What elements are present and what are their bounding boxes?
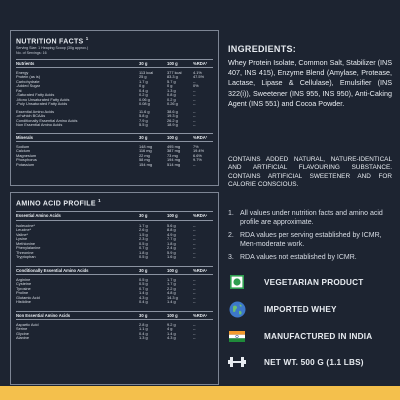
table-cell: Essential Amino Acids	[16, 109, 55, 114]
table-cell: 5.8 g	[139, 113, 148, 119]
table-cell: 1.7 g	[139, 222, 148, 228]
table-row	[16, 336, 213, 341]
table-cell: --	[193, 299, 196, 305]
nutrition-facts-panel	[10, 30, 219, 186]
table-cell: 0.5 g	[139, 281, 148, 287]
table-cell: --	[193, 161, 196, 167]
table-cell: 5.6 g	[167, 222, 176, 228]
table-cell: 0.4 g	[139, 299, 148, 305]
table-cell: 19.4%	[193, 148, 205, 154]
badge-net-weight: NET WT. 500 G (1.1 LBS)	[228, 352, 364, 372]
table-cell: Cysteine	[16, 282, 32, 287]
table-cell: --	[193, 330, 196, 336]
table-cell: -Mono Unsaturated Fatty Acids	[16, 97, 70, 102]
table-cell: --	[193, 281, 196, 287]
table-cell: 7.9 g	[139, 117, 148, 123]
table-cell: Serine	[16, 327, 28, 332]
table-cell: --	[193, 78, 196, 84]
table-cell: Phosphorus	[16, 158, 37, 163]
table-cell: --	[193, 222, 196, 228]
table-cell: -of which BCAAs	[16, 114, 46, 119]
table-cell: --	[193, 108, 196, 114]
table-cell: 1.4 g	[139, 290, 148, 296]
table-cell: 1.1 g	[139, 326, 148, 332]
table-cell: Leucine*	[16, 228, 32, 233]
table-cell: -Added Sugar	[16, 84, 41, 89]
table-cell: Non Essential Amino Acids	[16, 123, 63, 128]
table-cell: Tyrosine	[16, 286, 31, 291]
table-cell: --	[193, 92, 196, 98]
table-cell: --	[193, 254, 196, 260]
table-cell: --	[193, 101, 196, 107]
table-cell: 14.3 g	[167, 294, 178, 300]
table-cell: Isoleucine*	[16, 223, 36, 228]
table-cell: 1.7 g	[167, 281, 176, 287]
table-cell: 11.6 g	[139, 108, 150, 114]
table-row	[16, 102, 213, 107]
table-cell: 154 mg	[139, 161, 152, 167]
table-cell: Carbohydrate	[16, 79, 40, 84]
table-cell: --	[193, 87, 196, 93]
table-cell: 73 mg	[167, 152, 178, 158]
table-cell: -Poly Unsaturated Fatty Acids	[16, 102, 68, 107]
nutrient-group	[16, 110, 213, 128]
table-cell: --	[193, 335, 196, 341]
table-cell: 2.4 g	[167, 245, 176, 251]
india-flag-icon	[228, 327, 246, 345]
table-cell: 1.4 g	[167, 299, 176, 305]
footnote-1: 1. All values under nutrition facts and amino acid profile are approximate.	[228, 210, 383, 226]
table-cell: 0.2 g	[139, 92, 148, 98]
table-cell: Valine*	[16, 232, 29, 237]
table-cell: Potassium	[16, 162, 35, 167]
table-cell: --	[193, 227, 196, 233]
table-cell: --	[193, 113, 196, 119]
table-cell: 8.8 g	[167, 227, 176, 233]
table-cell: 1.6 g	[167, 254, 176, 260]
table-cell: Sodium	[16, 144, 30, 149]
table-cell: --	[193, 245, 196, 251]
flavouring-statement: CONTAINS ADDED NATURAL, NATURE-IDENTICAL AND ARTIFICIAL FLAVOURING SUBSTANCE. CONTAINS ARTIFICIAL SWEETENER AND FOR CALORIE CONSCIOUS.	[228, 156, 392, 188]
ingredients-title: INGREDIENTS:	[228, 44, 297, 54]
table-cell: --	[193, 240, 196, 246]
table-cell: Arginine	[16, 277, 31, 282]
amino-section-rows	[16, 323, 213, 341]
table-cell: 5.7 g	[167, 78, 176, 84]
veg-mark-icon	[228, 273, 246, 291]
servings-count: No. of Servings: 16	[16, 50, 47, 55]
footer-accent-bar	[0, 386, 400, 400]
table-cell: 25 g	[139, 74, 147, 80]
table-cell: Proline	[16, 291, 29, 296]
table-cell: Threonine	[16, 250, 34, 255]
table-cell: 113 kcal	[139, 69, 154, 75]
table-row	[16, 255, 213, 260]
table-cell: 4.3 g	[139, 294, 148, 300]
table-cell: 4.1%	[193, 69, 202, 75]
table-cell: Aspartic Acid	[16, 322, 39, 327]
amino-section-header: Conditionally Essential Amino Acids 30 g 100 g %RDA³	[16, 266, 213, 275]
table-cell: 2.8 g	[139, 321, 148, 327]
serving-size: Serving Size: 1 Heaping Scoop (30g approx.)	[16, 46, 89, 51]
amino-acid-profile-panel	[10, 192, 219, 385]
table-cell: Calcium	[16, 149, 31, 154]
table-cell: 1.7 g	[167, 276, 176, 282]
table-cell: 0.4 g	[139, 330, 148, 336]
table-cell: 194 mg	[167, 157, 180, 163]
table-cell: 9.7%	[193, 157, 202, 163]
table-cell: 5.9 g	[167, 249, 176, 255]
table-cell: 2.6 g	[139, 227, 148, 233]
table-cell: Protein (as is)	[16, 75, 40, 80]
badge-vegetarian: VEGETARIAN PRODUCT	[228, 272, 363, 292]
table-cell: 495 mg	[167, 143, 180, 149]
table-cell: 58 mg	[139, 157, 150, 163]
table-cell: 0.4 g	[139, 87, 148, 93]
table-cell: 2.3 g	[139, 236, 148, 242]
amino-section-rows	[16, 224, 213, 260]
table-cell: 0.7 g	[139, 245, 148, 251]
table-cell: 5.5 g	[139, 122, 148, 128]
nutrients-table-body	[16, 71, 213, 130]
badge-imported-whey: IMPORTED WHEY	[228, 299, 337, 319]
table-cell: --	[193, 249, 196, 255]
table-cell: 387 mg	[167, 148, 180, 154]
table-cell: 83.3 g	[167, 74, 178, 80]
badge-made-in-india: MANUFACTURED IN INDIA	[228, 326, 372, 346]
amino-section-rows	[16, 278, 213, 305]
globe-icon	[228, 300, 246, 318]
amino-acid-table	[16, 211, 213, 344]
table-cell: 6.6%	[193, 152, 202, 158]
table-cell: 4 g	[167, 326, 173, 332]
table-cell: --	[193, 326, 196, 332]
table-cell: --	[193, 276, 196, 282]
table-cell: Alanine	[16, 336, 29, 341]
table-cell: 0.5 g	[139, 254, 148, 260]
table-cell: 38.6 g	[167, 108, 178, 114]
table-cell: 47.5%	[193, 74, 205, 80]
table-cell: --	[193, 285, 196, 291]
table-cell: 7.7 g	[167, 236, 176, 242]
table-cell: 514 mg	[167, 161, 180, 167]
table-cell: 4.9 g	[167, 231, 176, 237]
amino-acid-profile-title: AMINO ACID PROFILE $^1$	[16, 198, 101, 208]
table-cell: Lysine	[16, 237, 28, 242]
table-row	[16, 300, 213, 305]
table-cell: 4.8 g	[167, 290, 176, 296]
table-cell: Energy	[16, 70, 29, 75]
table-cell: 0%	[193, 83, 199, 89]
footnote-2: 2. RDA values per serving established by ICMR, Men-moderate work.	[228, 232, 382, 248]
table-cell: Glutamic Acid	[16, 295, 40, 300]
table-cell: 0.08 g	[139, 101, 150, 107]
table-cell: Phenylalanine	[16, 246, 41, 251]
table-cell: 1.4 g	[167, 330, 176, 336]
table-cell: --	[193, 236, 196, 242]
footnote-3: 3. RDA values not established by ICMR.	[228, 254, 357, 261]
minerals-table-body	[16, 145, 213, 168]
dumbbell-icon	[228, 353, 246, 371]
table-cell: 0.5 g	[139, 240, 148, 246]
table-cell: 9.2 g	[167, 321, 176, 327]
nutrient-group	[16, 71, 213, 107]
table-cell: 1.3 g	[139, 335, 148, 341]
nutrition-facts-title: NUTRITION FACTS $^1$	[16, 36, 89, 46]
table-cell: --	[193, 321, 196, 327]
table-cell: 377 kcal	[167, 69, 182, 75]
minerals-group	[16, 145, 213, 168]
table-cell: 22 mg	[139, 152, 150, 158]
table-cell: 0.2 g	[167, 96, 176, 102]
table-cell: Tryptophan	[16, 255, 36, 260]
table-cell: --	[193, 117, 196, 123]
table-cell: Magnesium	[16, 153, 37, 158]
table-cell: 1.3 g	[167, 87, 176, 93]
table-cell: -Saturated Fatty Acids	[16, 93, 55, 98]
table-cell: 1.8 g	[139, 249, 148, 255]
table-cell: --	[193, 231, 196, 237]
table-cell: 0.06 g	[139, 96, 150, 102]
table-cell: Histidine	[16, 300, 31, 305]
table-cell: 2.2 g	[167, 285, 176, 291]
table-cell: Glycine	[16, 331, 29, 336]
table-cell: --	[193, 96, 196, 102]
table-cell: 19.3 g	[167, 113, 178, 119]
table-cell: 116 mg	[139, 148, 152, 154]
table-row	[16, 163, 213, 168]
table-cell: 7%	[193, 143, 199, 149]
amino-section-header: Non Essential Amino Acids 30 g 100 g %RDA³	[16, 311, 213, 320]
table-cell: 0.26 g	[167, 101, 178, 107]
table-cell: 0 g	[139, 83, 145, 89]
table-cell: Fat	[16, 88, 22, 93]
nutrients-header-row: Nutrients 30 g 100 g %RDA²	[16, 59, 213, 68]
table-cell: 0 g	[167, 83, 173, 89]
table-cell: --	[193, 290, 196, 296]
table-cell: 0.7 g	[139, 285, 148, 291]
amino-section-header: Essential Amino Acids 30 g 100 g %RDA³	[16, 211, 213, 220]
table-row	[16, 123, 213, 128]
table-cell: Conditionally Essential Amino Acids	[16, 118, 78, 123]
table-cell: 1.5 g	[139, 231, 148, 237]
table-cell: Methionine	[16, 241, 36, 246]
table-cell: --	[193, 122, 196, 128]
table-cell: 1.7 g	[139, 78, 148, 84]
table-cell: 26.2 g	[167, 117, 178, 123]
table-cell: 4.3 g	[167, 335, 176, 341]
table-cell: 18.9 g	[167, 122, 178, 128]
table-cell: 1.8 g	[167, 240, 176, 246]
table-cell: 0.8 g	[167, 92, 176, 98]
table-cell: --	[193, 294, 196, 300]
table-cell: 148 mg	[139, 143, 152, 149]
ingredients-text: Whey Protein Isolate, Common Salt, Stabilizer (INS 407, INS 415), Enzyme Blend (Amylase, Protease, Lactase, Lipase & Cellulase), Emulsifier (INS 322(i)), Sweetener (INS 955, INS 950), Anti-Caking Agent (INS 551) and Cocoa Powder.	[228, 58, 392, 108]
minerals-header-row: Minerals 30 g 100 g %RDA²	[16, 133, 213, 142]
table-cell: 0.5 g	[139, 276, 148, 282]
